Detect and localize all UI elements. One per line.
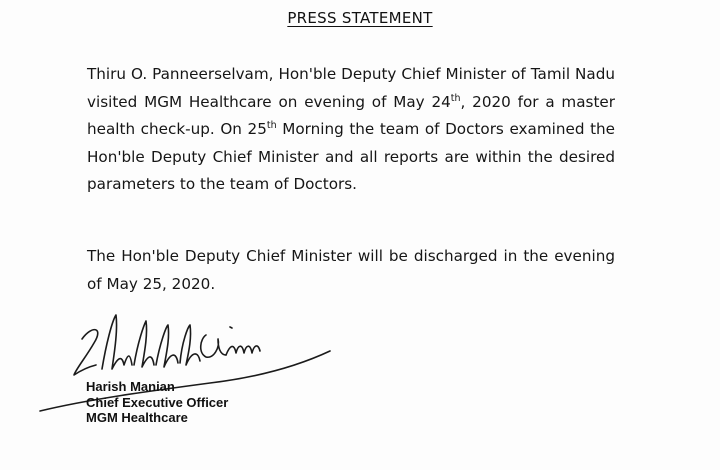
signatory-designation: Chief Executive Officer (86, 394, 229, 410)
signatory-block (86, 379, 228, 426)
ordinal-suffix-1: th (450, 92, 461, 104)
signatory-organization: MGM Healthcare (86, 410, 188, 425)
statement-paragraph-1 (87, 61, 615, 199)
ordinal-suffix-2: th (266, 120, 277, 131)
document-title: PRESS STATEMENT (287, 9, 433, 27)
statement-paragraph-2: The Hon'ble Deputy Chief Minister will be discharged in the evening of May 25, 2020. (87, 247, 615, 293)
paragraph-1-text-c: Morning the team of Doctors examined the Hon'ble Deputy Chief Minister and all reports are within the desired parameters to the team of Doctors. (87, 120, 615, 193)
signatory-name: Harish Manian (86, 379, 175, 394)
paragraph-1-text-b: , 2020 for a master health check-up. On 25 (87, 92, 615, 138)
paragraph-1-text-a: Thiru O. Panneerselvam, Hon'ble Deputy Chief Minister of Tamil Nadu visited MGM Healthcare on evening of May 24 (87, 65, 615, 111)
